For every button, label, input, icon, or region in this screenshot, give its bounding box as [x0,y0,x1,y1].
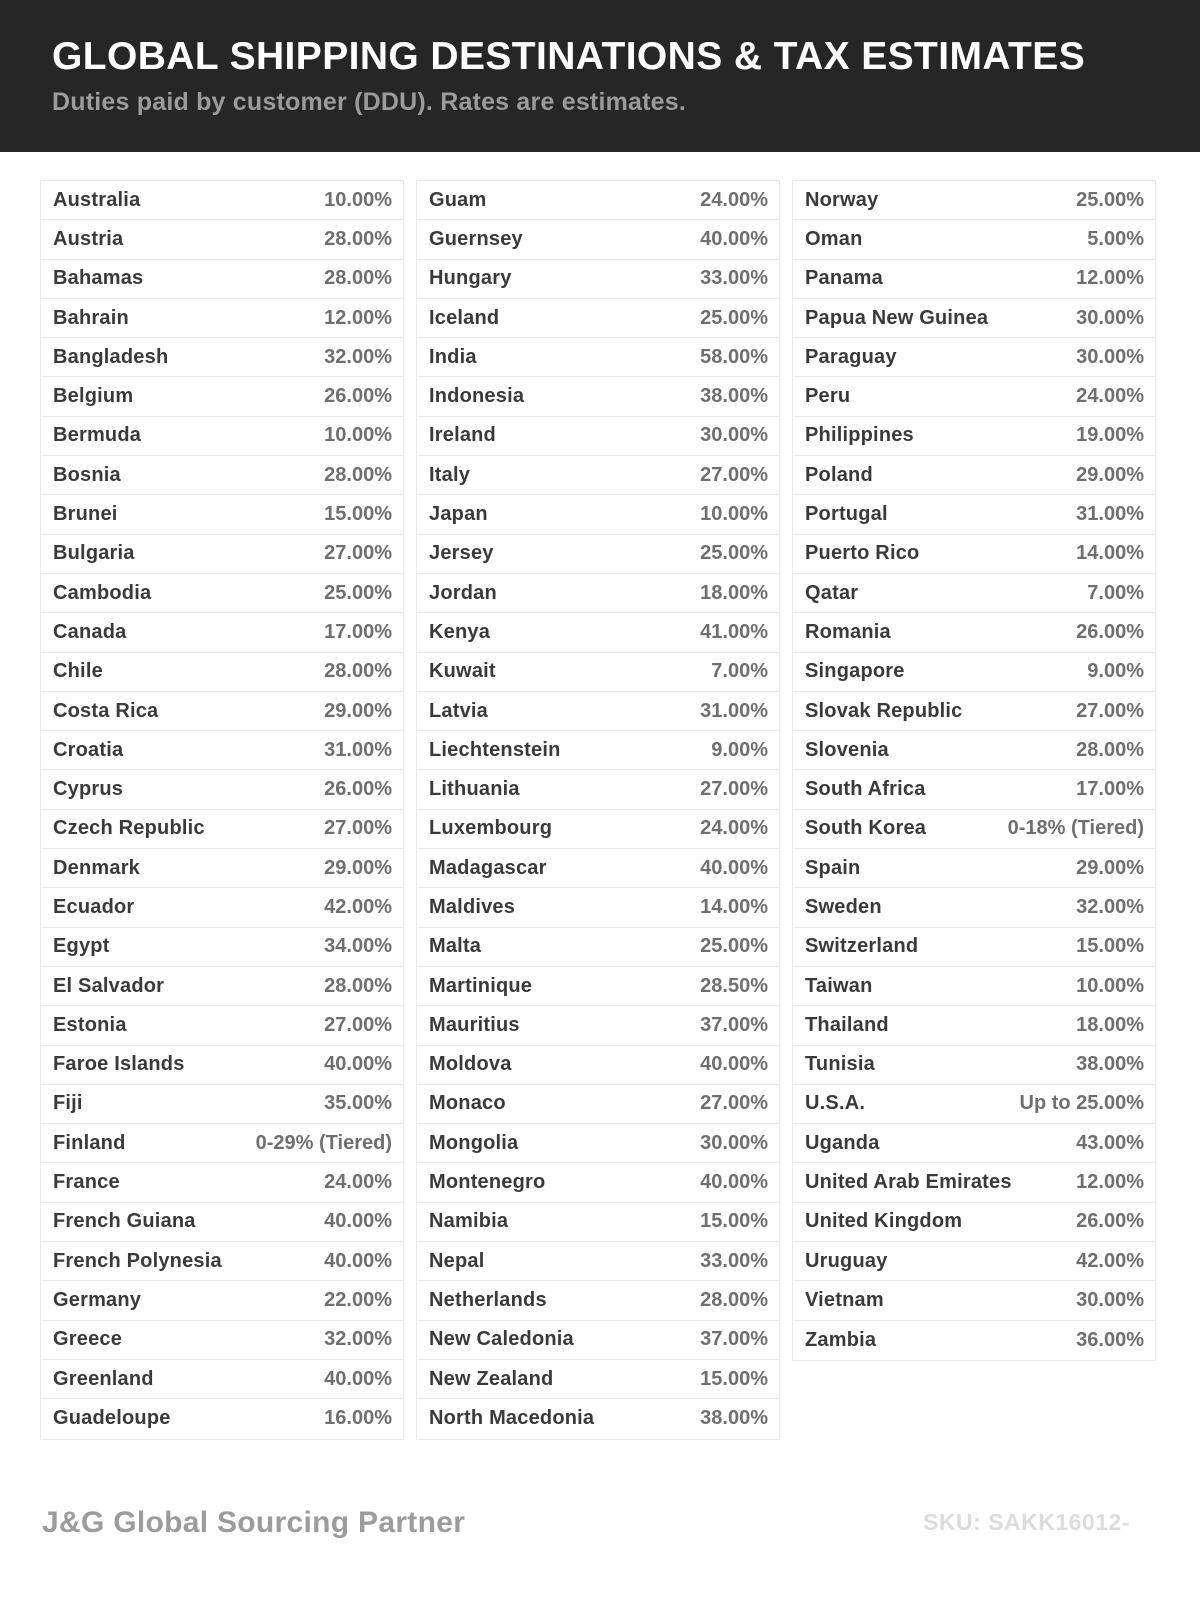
table-row [41,299,403,338]
tax-rate: 28.00% [324,660,392,683]
tax-rate: 10.00% [700,503,768,526]
tax-rate: 19.00% [1076,424,1144,447]
table-row [793,377,1155,416]
table-row [41,653,403,692]
table-row [41,1321,403,1360]
table-row [41,1203,403,1242]
country-name: Mongolia [429,1131,519,1154]
country-name: India [429,345,477,368]
table-row [41,456,403,495]
tax-rate: 27.00% [1076,699,1144,722]
country-name: Kuwait [429,660,496,683]
table-row [793,1281,1155,1320]
tax-rate: 26.00% [324,385,392,408]
tax-rate: 25.00% [1076,188,1144,211]
tax-rate: 24.00% [1076,385,1144,408]
tax-rate: 38.00% [1076,1053,1144,1076]
tax-rate: 26.00% [1076,1210,1144,1233]
country-name: Iceland [429,306,500,329]
tax-rate: 28.00% [324,974,392,997]
table-row [417,181,779,220]
country-name: Panama [805,267,883,290]
table-row [41,613,403,652]
country-name: Norway [805,188,879,211]
tax-rate: 12.00% [1076,1171,1144,1194]
country-name: Chile [53,660,103,683]
tax-rate: 16.00% [324,1407,392,1430]
table-row [417,1242,779,1281]
country-name: Luxembourg [429,817,553,840]
tax-rate: 27.00% [324,542,392,565]
country-name: Estonia [53,1013,127,1036]
country-name: Japan [429,503,488,526]
tax-rate: 31.00% [700,699,768,722]
table-row [41,967,403,1006]
tax-rate: 24.00% [324,1171,392,1194]
tax-rate: 15.00% [700,1210,768,1233]
country-name: Slovenia [805,738,889,761]
tax-rate: 31.00% [324,738,392,761]
tax-rate: 27.00% [700,463,768,486]
country-name: Paraguay [805,345,897,368]
country-name: Canada [53,620,127,643]
table-row [417,377,779,416]
tax-rate: 9.00% [711,738,768,761]
tax-rate: 40.00% [324,1053,392,1076]
tax-rate: 36.00% [1076,1328,1144,1351]
table-row [417,770,779,809]
country-name: Italy [429,463,471,486]
country-name: Guam [429,188,487,211]
sku-label: SKU: SAKK16012- [923,1509,1130,1535]
table-row [793,181,1155,220]
tax-rate: 43.00% [1076,1131,1144,1154]
country-name: Portugal [805,503,888,526]
tax-rate: 15.00% [1076,935,1144,958]
country-name: Sweden [805,895,882,918]
tax-table-column-2 [416,180,780,1440]
tax-rate: 7.00% [711,660,768,683]
table-row [417,928,779,967]
tax-rate: 25.00% [700,306,768,329]
tax-rate: 26.00% [324,778,392,801]
country-name: Australia [53,188,141,211]
tax-rate: 27.00% [700,1092,768,1115]
table-row [41,220,403,259]
country-name: Nepal [429,1249,485,1272]
table-row [793,1046,1155,1085]
country-name: Croatia [53,738,124,761]
country-name: Thailand [805,1013,889,1036]
tax-rate: 10.00% [324,188,392,211]
tax-rate: 25.00% [700,542,768,565]
table-row [793,613,1155,652]
tax-rate: 18.00% [700,581,768,604]
country-name: Monaco [429,1092,506,1115]
tax-rate: 28.00% [324,463,392,486]
tax-rate: 24.00% [700,188,768,211]
country-name: Uganda [805,1131,880,1154]
table-row [793,1006,1155,1045]
country-name: Bahrain [53,306,129,329]
table-row [417,1085,779,1124]
country-name: Costa Rica [53,699,159,722]
country-name: Poland [805,463,873,486]
table-row [417,299,779,338]
table-row [417,613,779,652]
tax-rate: 34.00% [324,935,392,958]
country-name: Belgium [53,385,134,408]
country-name: Indonesia [429,385,525,408]
country-name: Liechtenstein [429,738,561,761]
table-row [417,574,779,613]
country-name: French Polynesia [53,1249,222,1272]
country-name: Greenland [53,1367,154,1390]
country-name: Jersey [429,542,494,565]
country-name: Bangladesh [53,345,169,368]
table-row [793,456,1155,495]
tax-rate: 37.00% [700,1013,768,1036]
tax-rate: 41.00% [700,620,768,643]
country-name: New Zealand [429,1367,554,1390]
table-row [41,495,403,534]
table-row [417,810,779,849]
tax-rate: 29.00% [324,856,392,879]
country-name: Kenya [429,620,491,643]
tax-rate: 30.00% [1076,345,1144,368]
brand-name: J&G Global Sourcing Partner [42,1505,466,1539]
country-name: Maldives [429,895,516,918]
table-row [41,1085,403,1124]
table-row [41,1399,403,1438]
table-row [793,653,1155,692]
country-name: Greece [53,1328,123,1351]
table-row [417,535,779,574]
country-name: Romania [805,620,891,643]
table-row [417,417,779,456]
country-name: Malta [429,935,482,958]
table-row [793,731,1155,770]
tax-rate: 10.00% [324,424,392,447]
table-row [417,1163,779,1202]
country-name: Tunisia [805,1053,875,1076]
tax-rate: 27.00% [324,817,392,840]
country-name: Cambodia [53,581,152,604]
table-row [41,888,403,927]
tax-rate: 15.00% [700,1367,768,1390]
table-row [793,1124,1155,1163]
table-row [417,731,779,770]
country-name: Fiji [53,1092,83,1115]
tax-rate: 32.00% [1076,895,1144,918]
country-name: Singapore [805,660,905,683]
table-row [41,260,403,299]
tax-rate: 24.00% [700,817,768,840]
table-row [793,535,1155,574]
tax-rate: 42.00% [324,895,392,918]
tax-rate: 22.00% [324,1288,392,1311]
tax-rate: 32.00% [324,345,392,368]
table-row [793,299,1155,338]
table-row [793,888,1155,927]
table-row [793,338,1155,377]
table-row [41,181,403,220]
country-name: Latvia [429,699,489,722]
tax-rate: 32.00% [324,1328,392,1351]
country-name: Mauritius [429,1013,520,1036]
table-row [417,849,779,888]
country-name: Montenegro [429,1171,546,1194]
country-name: United Arab Emirates [805,1171,1012,1194]
country-name: Zambia [805,1328,877,1351]
table-row [417,1203,779,1242]
tax-rate: 30.00% [700,1131,768,1154]
tax-rate: 7.00% [1087,581,1144,604]
tax-rate: 27.00% [324,1013,392,1036]
country-name: Faroe Islands [53,1053,185,1076]
table-row [793,692,1155,731]
table-row [793,1321,1155,1360]
table-row [417,692,779,731]
table-row [417,1399,779,1438]
tax-rate: 30.00% [700,424,768,447]
table-row [793,810,1155,849]
tax-rate: 31.00% [1076,503,1144,526]
country-name: Denmark [53,856,140,879]
tax-rate: 40.00% [700,1171,768,1194]
tax-rate: 25.00% [700,935,768,958]
tax-rate: 28.00% [324,267,392,290]
country-name: Brunei [53,503,118,526]
table-row [41,770,403,809]
country-name: New Caledonia [429,1328,574,1351]
table-row [417,1124,779,1163]
table-row [41,338,403,377]
tax-rate: 5.00% [1087,227,1144,250]
country-name: Vietnam [805,1288,884,1311]
country-name: Martinique [429,974,533,997]
country-name: Guadeloupe [53,1407,171,1430]
table-row [793,495,1155,534]
country-name: Oman [805,227,863,250]
country-name: Spain [805,856,861,879]
table-row [417,1006,779,1045]
tax-rate: 12.00% [1076,267,1144,290]
country-name: Cyprus [53,778,124,801]
tax-rate: 14.00% [1076,542,1144,565]
country-name: French Guiana [53,1210,196,1233]
country-name: Ireland [429,424,496,447]
country-name: Taiwan [805,974,873,997]
country-name: Qatar [805,581,859,604]
table-row [41,1046,403,1085]
country-name: Switzerland [805,935,919,958]
table-row [417,1281,779,1320]
tax-rate: 18.00% [1076,1013,1144,1036]
country-name: Madagascar [429,856,547,879]
table-row [793,260,1155,299]
table-row [417,967,779,1006]
tax-rate: 29.00% [1076,856,1144,879]
tax-rate: 58.00% [700,345,768,368]
country-name: Uruguay [805,1249,888,1272]
tax-rate: Up to 25.00% [1019,1092,1144,1115]
country-name: Bosnia [53,463,121,486]
country-name: Bulgaria [53,542,135,565]
tax-rate: 33.00% [700,1249,768,1272]
table-row [41,1281,403,1320]
tax-rate: 0-29% (Tiered) [255,1131,392,1154]
table-row [793,220,1155,259]
table-row [41,574,403,613]
tax-rate: 38.00% [700,1407,768,1430]
tax-rate: 17.00% [1076,778,1144,801]
country-name: Peru [805,385,851,408]
country-name: North Macedonia [429,1407,595,1430]
country-name: South Korea [805,817,927,840]
tax-rate: 38.00% [700,385,768,408]
table-row [417,653,779,692]
table-row [793,417,1155,456]
table-row [41,377,403,416]
table-row [41,810,403,849]
table-row [41,535,403,574]
table-row [793,1085,1155,1124]
table-row [793,1203,1155,1242]
country-name: South Africa [805,778,926,801]
country-name: Philippines [805,424,914,447]
country-name: Germany [53,1288,142,1311]
table-row [41,1163,403,1202]
page-header [0,0,1200,152]
table-row [793,849,1155,888]
tax-rate-tables [40,180,1156,1440]
country-name: Slovak Republic [805,699,963,722]
country-name: Namibia [429,1210,509,1233]
country-name: Ecuador [53,895,135,918]
tax-rate: 14.00% [700,895,768,918]
tax-rate: 29.00% [324,699,392,722]
country-name: Papua New Guinea [805,306,989,329]
tax-rate: 35.00% [324,1092,392,1115]
table-row [793,967,1155,1006]
table-row [41,1242,403,1281]
tax-rate: 40.00% [324,1367,392,1390]
country-name: Moldova [429,1053,512,1076]
tax-rate: 0-18% (Tiered) [1007,817,1144,840]
table-row [417,220,779,259]
tax-rate: 40.00% [700,227,768,250]
country-name: France [53,1171,120,1194]
tax-rate: 30.00% [1076,306,1144,329]
tax-rate: 29.00% [1076,463,1144,486]
table-row [417,888,779,927]
country-name: Egypt [53,935,110,958]
table-row [417,1360,779,1399]
tax-rate: 15.00% [324,503,392,526]
country-name: Puerto Rico [805,542,920,565]
country-name: Finland [53,1131,126,1154]
table-row [41,928,403,967]
table-row [793,770,1155,809]
table-row [793,1163,1155,1202]
table-row [417,338,779,377]
table-row [417,1321,779,1360]
tax-rate: 25.00% [324,581,392,604]
tax-rate: 40.00% [324,1210,392,1233]
tax-table-column-1 [40,180,404,1440]
page-subtitle: Duties paid by customer (DDU). Rates are estimates. [52,88,687,116]
country-name: Bahamas [53,267,144,290]
table-row [793,574,1155,613]
page-footer [42,1506,1130,1540]
country-name: U.S.A. [805,1092,866,1115]
tax-table-column-3 [792,180,1156,1361]
tax-rate: 28.00% [700,1288,768,1311]
tax-rate: 28.50% [700,974,768,997]
tax-rate: 28.00% [324,227,392,250]
tax-rate: 37.00% [700,1328,768,1351]
table-row [41,1124,403,1163]
tax-rate: 42.00% [1076,1249,1144,1272]
table-row [41,1360,403,1399]
table-row [41,692,403,731]
tax-rate: 9.00% [1087,660,1144,683]
tax-rate: 12.00% [324,306,392,329]
table-row [417,456,779,495]
table-row [793,928,1155,967]
country-name: Lithuania [429,778,520,801]
country-name: Netherlands [429,1288,547,1311]
table-row [793,1242,1155,1281]
tax-rate: 17.00% [324,620,392,643]
table-row [41,1006,403,1045]
country-name: Guernsey [429,227,523,250]
country-name: El Salvador [53,974,165,997]
page-title: GLOBAL SHIPPING DESTINATIONS & TAX ESTIMATES [52,35,1086,78]
country-name: Czech Republic [53,817,205,840]
table-row [417,1046,779,1085]
tax-rate: 33.00% [700,267,768,290]
tax-rate: 10.00% [1076,974,1144,997]
tax-rate: 26.00% [1076,620,1144,643]
tax-rate: 27.00% [700,778,768,801]
tax-rate: 40.00% [700,1053,768,1076]
table-row [41,731,403,770]
country-name: Hungary [429,267,512,290]
tax-rate: 28.00% [1076,738,1144,761]
tax-rate: 40.00% [700,856,768,879]
country-name: United Kingdom [805,1210,963,1233]
tax-rate: 30.00% [1076,1288,1144,1311]
country-name: Austria [53,227,124,250]
country-name: Jordan [429,581,497,604]
table-row [417,495,779,534]
country-name: Bermuda [53,424,142,447]
table-row [41,849,403,888]
table-row [41,417,403,456]
table-row [417,260,779,299]
tax-rate: 40.00% [324,1249,392,1272]
